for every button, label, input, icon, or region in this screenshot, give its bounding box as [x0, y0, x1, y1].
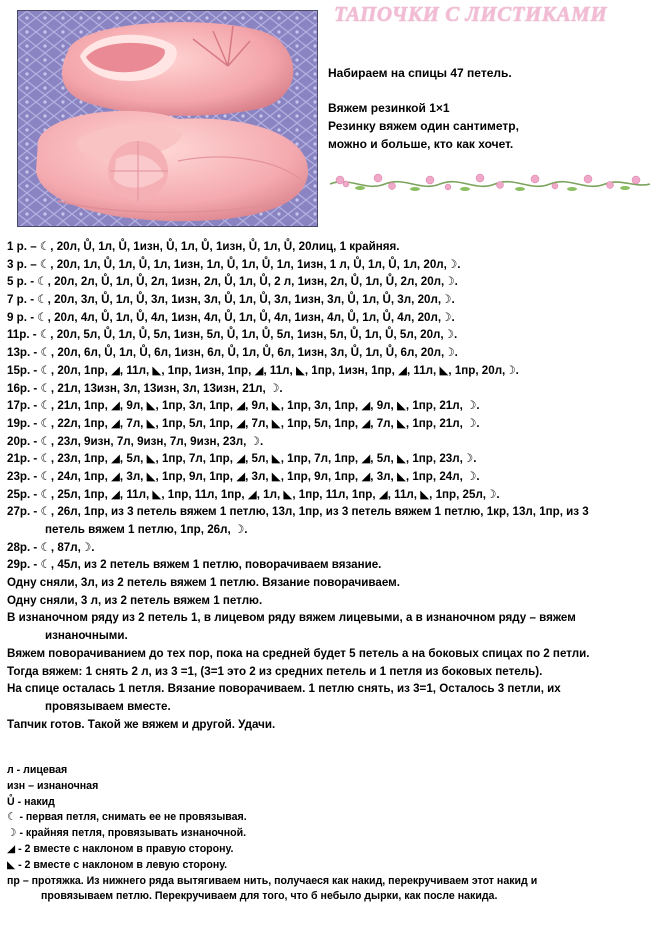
row-3: 3 р. – ☾, 20л, 1л, Ů, 1л, Ů, 1л, 1изн, 1л, Ů, 1л, Ů, 1л, 1изн, 1 л, Ů, 1л, Ů, 1л, 20л,☽. — [7, 257, 461, 271]
legend-purl: изн – изнаночная — [7, 779, 99, 792]
step-last-loop: На спице осталась 1 петля. Вязание поворачиваем. 1 петлю снять, из 3=1, Осталось 3 петли, их — [7, 682, 561, 696]
row-19: 19р. - ☾, 22л, 1пр, ◢, 7л, ◣, 1пр, 5л, 1пр, ◢, 7л, ◣, 1пр, 5л, 1пр, ◢, 7л, ◣, 1пр, 21л, ☽. — [7, 416, 480, 430]
legend-edge-stitch: ☽ - крайняя петля, провязывать изнаночной. — [7, 827, 247, 840]
intro-rib: Вяжем резинкой 1×1 — [328, 101, 450, 115]
legend — [7, 763, 667, 905]
legend-pull-through: пр – протяжка. Из нижнего ряда вытягиваем нить, получаеся как накид, перекручиваем этот накид и — [7, 874, 538, 887]
flower-vine-divider — [330, 170, 650, 196]
row-16: 16р. - ☾, 21л, 13изн, 3л, 13изн, 3л, 13изн, 21л, ☽. — [7, 381, 283, 395]
legend-k2tog-left: ◣ - 2 вместе с наклоном в левую сторону. — [7, 858, 228, 871]
page-title: ТАПОЧКИ С ЛИСТИКАМИ — [334, 2, 608, 26]
step-done: Тапчик готов. Такой же вяжем и другой. Удачи. — [7, 717, 276, 731]
row-27-cont: петель вяжем 1 петлю, 1пр, 26л, ☽. — [45, 523, 248, 536]
slippers-illustration — [18, 11, 318, 227]
legend-k2tog-right: ◢ - 2 вместе с наклоном в правую сторону. — [7, 842, 234, 855]
row-7: 7 р. - ☾, 20л, 3л, Ů, 1л, Ů, 3л, 1изн, 3л, Ů, 1л, Ů, 3л, 1изн, 3л, Ů, 1л, Ů, 3л, 20л,☽. — [7, 293, 455, 307]
row-23: 23р. - ☾, 24л, 1пр, ◢, 3л, ◣, 1пр, 9л, 1пр, ◢, 3л, ◣, 1пр, 9л, 1пр, ◢, 3л, ◣, 1пр, 24л, ☽. — [7, 469, 480, 483]
row-13: 13р. - ☾, 20л, 6л, Ů, 1л, Ů, 6л, 1изн, 6л, Ů, 1л, Ů, 6л, 1изн, 3л, Ů, 1л, Ů, 6л, 20л,☽. — [7, 346, 458, 360]
step-wrong-side: В изнаночном ряду из 2 петель 1, в лицевом ряду вяжем лицевыми, а в изнаночном ряду – вяжем — [7, 611, 576, 625]
step-slip-2: Одну сняли, 3 л, из 2 петель вяжем 1 петлю. — [7, 593, 263, 607]
intro-rib-optional: можно и больше, кто как хочет. — [328, 137, 514, 151]
row-9: 9 р. - ☾, 20л, 4л, Ů, 1л, Ů, 4л, 1изн, 4л, Ů, 1л, Ů, 4л, 1изн, 4л, Ů, 1л, Ů, 4л, 20л,☽. — [7, 310, 455, 324]
intro-cast-on: Набираем на спицы 47 петель. — [328, 66, 512, 80]
row-15: 15р. - ☾, 20л, 1пр, ◢, 11л, ◣, 1пр, 1изн, 1пр, ◢, 11л, ◣, 1пр, 1изн, 1пр, ◢, 11л, ◣, 1пр, 20л,☽. — [7, 363, 519, 377]
row-11: 11р. - ☾, 20л, 5л, Ů, 1л, Ů, 5л, 1изн, 5л, Ů, 1л, Ů, 5л, 1изн, 5л, Ů, 1л, Ů, 5л, 20л,☽. — [7, 328, 458, 342]
legend-yarn-over: Ů - накид — [7, 795, 55, 808]
row-28: 28р. - ☾, 87л,☽. — [7, 540, 95, 554]
row-1: 1 р. – ☾, 20л, Ů, 1л, Ů, 1изн, Ů, 1л, Ů, 1изн, Ů, 1л, Ů, 20лиц, 1 крайняя. — [7, 240, 400, 253]
row-17: 17р. - ☾, 21л, 1пр, ◢, 9л, ◣, 1пр, 3л, 1пр, ◢, 9л, ◣, 1пр, 3л, 1пр, ◢, 9л, ◣, 1пр, 21л, ☽. — [7, 399, 480, 413]
legend-first-stitch: ☾ - первая петля, снимать ее не провязывая. — [7, 811, 247, 824]
knitting-instructions — [7, 238, 667, 733]
row-5: 5 р. - ☾, 20л, 2л, Ů, 1л, Ů, 2л, 1изн, 2л, Ů, 1л, Ů, 2 л, 1изн, 2л, Ů, 1л, Ů, 2л, 20л,☽. — [7, 275, 458, 289]
intro-rib-length: Резинку вяжем один сантиметр, — [328, 119, 519, 133]
row-27: 27р. - ☾, 26л, 1пр, из 3 петель вяжем 1 петлю, 13л, 1пр, из 3 петель вяжем 1 петлю, 1кр, 13л, 1пр, из 3 — [7, 505, 589, 519]
legend-pull-through-cont: провязываем петлю. Перекручиваем для того, что б небыло дырки, как после накида. — [41, 890, 498, 903]
row-29: 29р. - ☾, 45л, из 2 петель вяжем 1 петлю, поворачиваем вязание. — [7, 558, 382, 572]
flower-vine-icon — [330, 170, 650, 196]
row-20: 20р. - ☾, 23л, 9изн, 7л, 9изн, 7л, 9изн, 23л, ☽. — [7, 434, 264, 448]
step-last-loop-cont: провязываем вместе. — [45, 699, 171, 713]
step-wrong-side-cont: изнаночными. — [45, 629, 128, 643]
slippers-photo — [17, 10, 318, 227]
step-then-knit: Тогда вяжем: 1 снять 2 л, из 3 =1, (3=1 это 2 из средних петель и 1 петля из боковых петель). — [7, 664, 543, 678]
legend-knit: л - лицевая — [7, 764, 68, 776]
row-21: 21р. - ☾, 23л, 1пр, ◢, 5л, ◣, 1пр, 7л, 1пр, ◢, 5л, ◣, 1пр, 7л, 1пр, ◢, 5л, ◣, 1пр, 23л,☽. — [7, 452, 477, 466]
step-turning: Вяжем поворачиванием до тех пор, пока на средней будет 5 петель а на боковых спицах по 2 петли. — [7, 646, 590, 660]
step-slip-1: Одну сняли, 3л, из 2 петель вяжем 1 петлю. Вязание поворачиваем. — [7, 576, 400, 590]
row-25: 25р. - ☾, 25л, 1пр, ◢, 11л, ◣, 1пр, 11л, 1пр, ◢, 1л, ◣, 1пр, 11л, 1пр, ◢, 11л, ◣, 1пр, 25л,☽. — [7, 487, 500, 501]
